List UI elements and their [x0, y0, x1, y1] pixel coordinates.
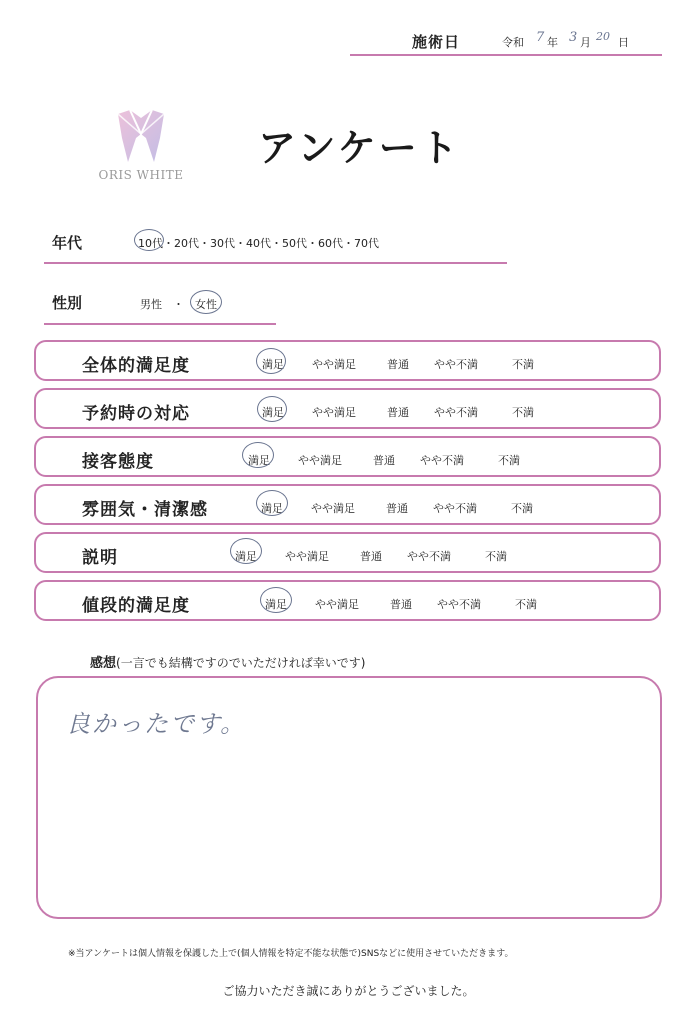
rating-option-neutral[interactable]: 普通 [390, 598, 412, 611]
age-underline [44, 262, 507, 264]
age-option-60[interactable]: 60代 [318, 237, 343, 250]
age-option-50[interactable]: 50代 [282, 237, 307, 250]
rating-option-dissatisfied[interactable]: 不満 [515, 598, 537, 611]
treatment-date [350, 28, 662, 56]
rating-row-explanation [34, 532, 661, 573]
brand-logo [98, 108, 184, 184]
rating-option-dissatisfied[interactable]: 不満 [512, 406, 534, 419]
rating-option-somewhat-dissatisfied[interactable]: やや不満 [434, 406, 478, 419]
rating-row-service [34, 436, 661, 477]
gender-field [52, 292, 278, 326]
rating-option-satisfied[interactable]: 満足 [261, 502, 283, 515]
rating-option-somewhat-satisfied[interactable]: やや満足 [285, 550, 329, 563]
gender-label: 性別 [52, 294, 83, 312]
day-unit: 日 [618, 36, 629, 49]
age-option-70[interactable]: 70代 [354, 237, 379, 250]
rating-option-somewhat-satisfied[interactable]: やや満足 [312, 406, 356, 419]
gender-underline [44, 323, 276, 325]
rating-option-neutral[interactable]: 普通 [360, 550, 382, 563]
rating-category: 全体的満足度 [82, 356, 190, 376]
rating-row-reservation [34, 388, 661, 429]
rating-option-somewhat-dissatisfied[interactable]: やや不満 [433, 502, 477, 515]
age-option-10[interactable]: 10代 [138, 237, 163, 250]
rating-option-satisfied[interactable]: 満足 [265, 598, 287, 611]
gender-option-male[interactable]: 男性 [140, 298, 162, 311]
brand-name: ORIS WHITE [98, 168, 184, 182]
rating-category: 接客態度 [82, 452, 154, 472]
age-option-30[interactable]: 30代 [210, 237, 235, 250]
rating-option-somewhat-satisfied[interactable]: やや満足 [312, 358, 356, 371]
rating-option-neutral[interactable]: 普通 [387, 358, 409, 371]
rating-category: 雰囲気・清潔感 [82, 500, 208, 520]
rating-option-dissatisfied[interactable]: 不満 [511, 502, 533, 515]
privacy-notice: ※当アンケートは個人情報を保護した上で(個人情報を特定不能な状態で)SNSなどに使用させていただきます。 [68, 949, 514, 959]
date-label: 施術日 [412, 33, 461, 51]
impressions-note: (一言でも結構ですのでいただければ幸いです) [116, 656, 366, 670]
rating-option-satisfied[interactable]: 満足 [235, 550, 257, 563]
age-option-40[interactable]: 40代 [246, 237, 271, 250]
rating-option-somewhat-dissatisfied[interactable]: やや不満 [434, 358, 478, 371]
rating-row-price [34, 580, 661, 621]
rating-category: 予約時の対応 [82, 404, 190, 424]
rating-option-somewhat-dissatisfied[interactable]: やや不満 [407, 550, 451, 563]
rating-option-somewhat-dissatisfied[interactable]: やや不満 [437, 598, 481, 611]
gender-options: 男性 ・ 女性 [140, 298, 217, 311]
date-underline [350, 54, 662, 56]
rating-option-neutral[interactable]: 普通 [373, 454, 395, 467]
page-title: アンケート [258, 126, 461, 170]
age-option-20[interactable]: 20代 [174, 237, 199, 250]
impressions-label: 感想 [90, 656, 117, 671]
impressions-textarea[interactable] [36, 676, 662, 919]
rating-category: 値段的満足度 [82, 596, 190, 616]
rating-option-satisfied[interactable]: 満足 [262, 406, 284, 419]
rating-row-atmosphere [34, 484, 661, 525]
rating-option-satisfied[interactable]: 満足 [248, 454, 270, 467]
rating-option-dissatisfied[interactable]: 不満 [498, 454, 520, 467]
rating-option-dissatisfied[interactable]: 不満 [485, 550, 507, 563]
date-year[interactable]: 7 [536, 30, 545, 45]
date-month[interactable]: 3 [569, 30, 578, 45]
rating-option-somewhat-satisfied[interactable]: やや満足 [298, 454, 342, 467]
year-unit: 年 [547, 36, 558, 49]
gender-option-female[interactable]: 女性 [195, 298, 217, 311]
tooth-icon [110, 108, 172, 166]
rating-option-neutral[interactable]: 普通 [387, 406, 409, 419]
thank-you-message: ご協力いただき誠にありがとうございました。 [222, 984, 475, 998]
age-label: 年代 [52, 234, 83, 252]
age-options: 10代・20代・30代・40代・50代・60代・70代 [138, 237, 379, 250]
rating-option-dissatisfied[interactable]: 不満 [512, 358, 534, 371]
rating-option-somewhat-satisfied[interactable]: やや満足 [311, 502, 355, 515]
date-day[interactable]: 20 [596, 30, 610, 43]
month-unit: 月 [580, 36, 591, 49]
rating-category: 説明 [82, 548, 118, 568]
rating-option-somewhat-satisfied[interactable]: やや満足 [315, 598, 359, 611]
era-label: 令和 [502, 36, 524, 49]
impressions-heading [90, 652, 365, 671]
age-field [52, 232, 507, 264]
rating-option-satisfied[interactable]: 満足 [262, 358, 284, 371]
rating-option-neutral[interactable]: 普通 [386, 502, 408, 515]
impressions-text: 良かったです。 [66, 710, 247, 738]
rating-row-overall [34, 340, 661, 381]
rating-option-somewhat-dissatisfied[interactable]: やや不満 [420, 454, 464, 467]
